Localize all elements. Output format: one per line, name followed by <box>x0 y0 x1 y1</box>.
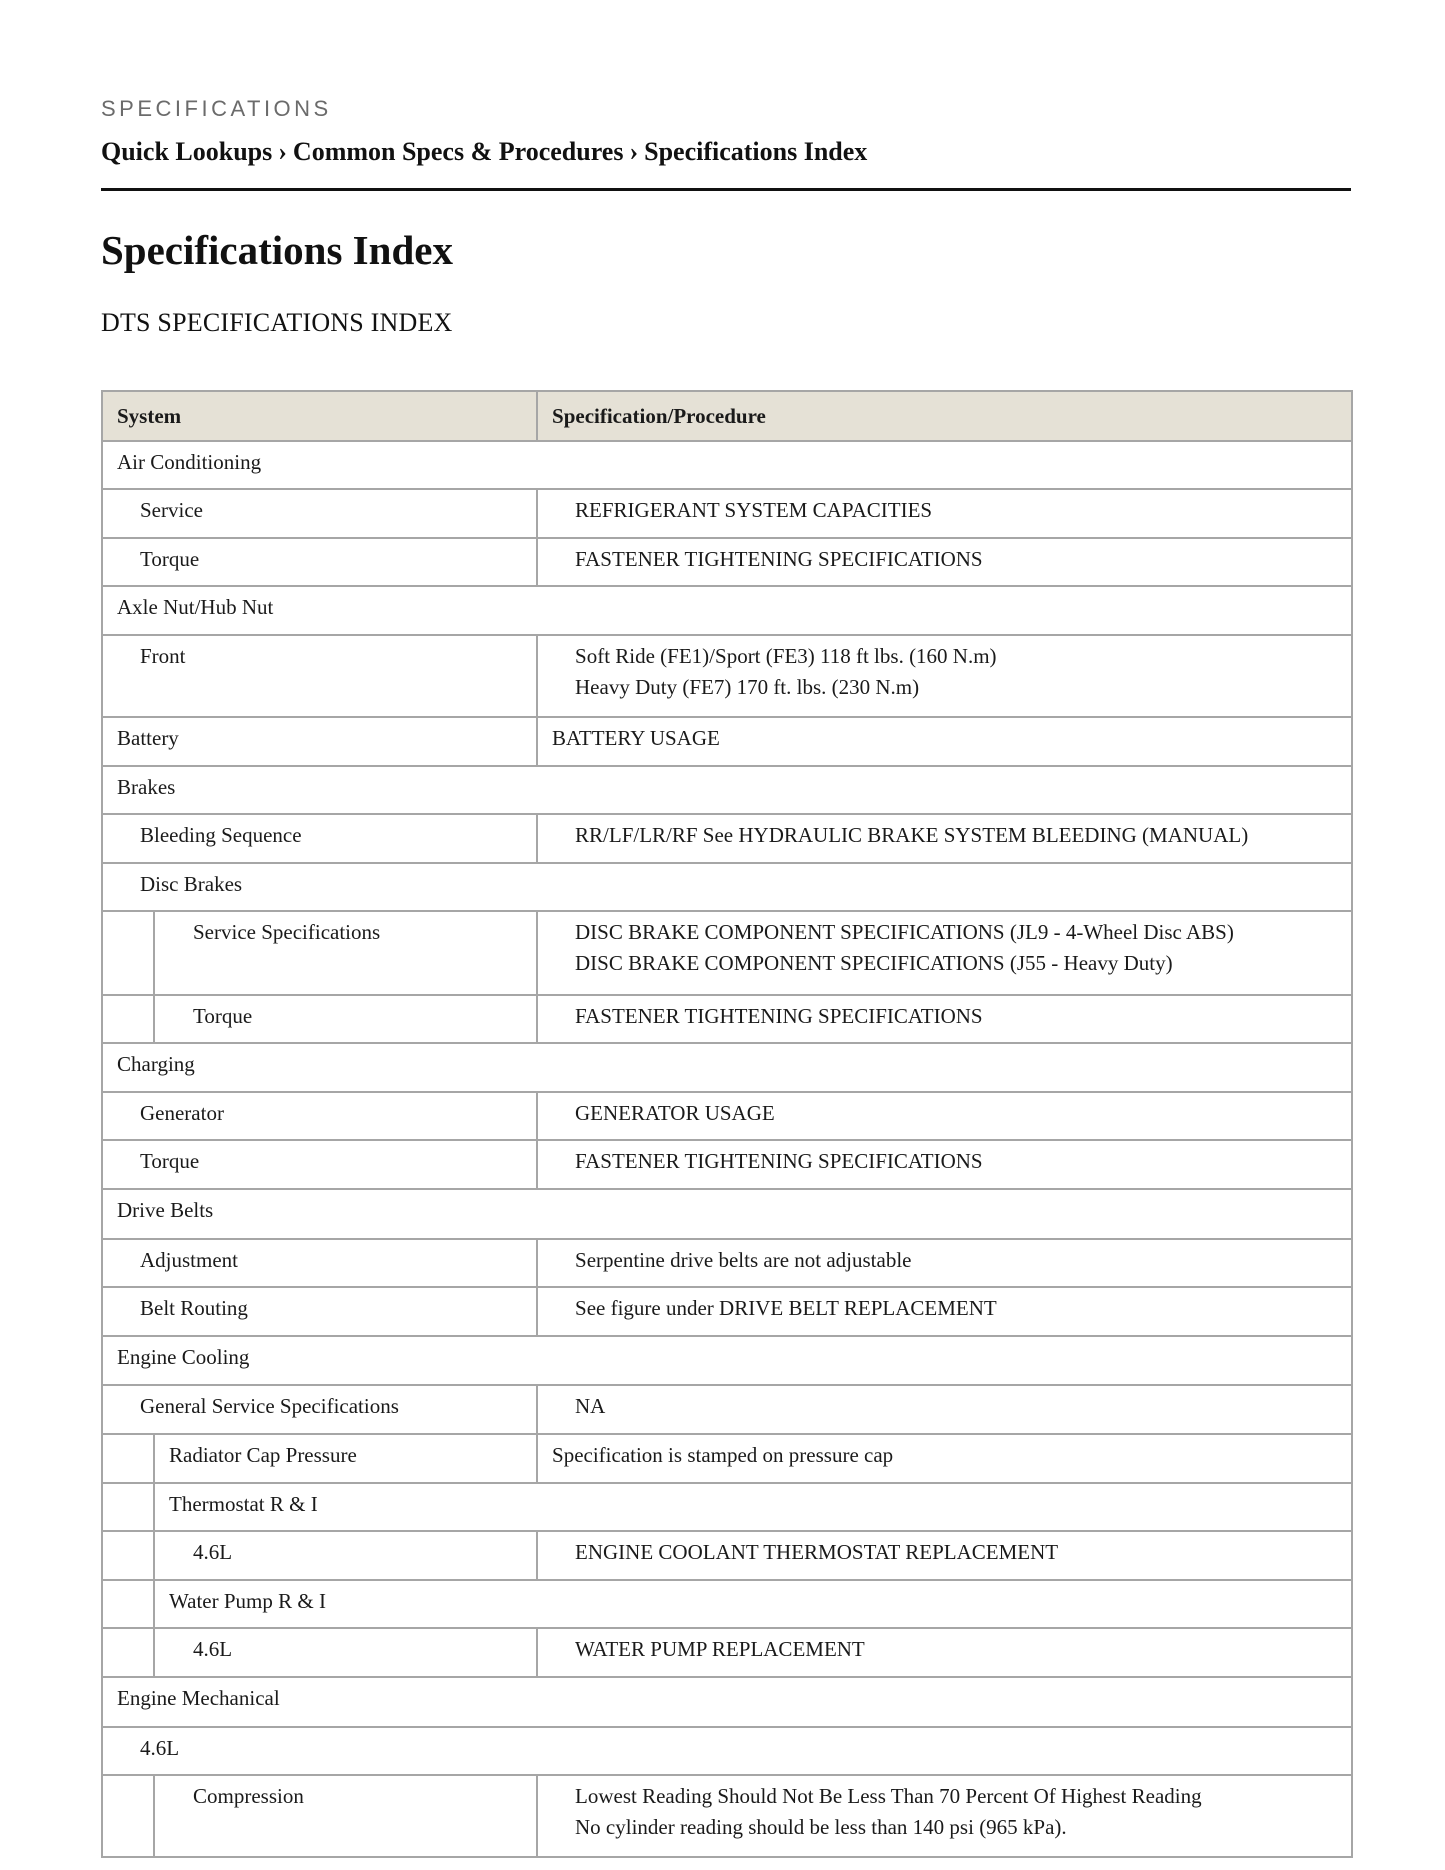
breadcrumb-separator: › <box>278 137 287 166</box>
system-cell: Service Specifications <box>154 911 537 995</box>
table-row <box>102 1434 1352 1483</box>
table-row-group <box>102 766 1352 814</box>
indent-cell <box>102 911 154 995</box>
page-title: Specifications Index <box>101 227 453 273</box>
spec-cell <box>537 1287 1352 1336</box>
spec-text: Specification is stamped on pressure cap <box>552 1443 894 1467</box>
system-cell: Radiator Cap Pressure <box>154 1434 537 1483</box>
system-group-label: Engine Mechanical <box>102 1677 1352 1727</box>
system-cell: Adjustment <box>102 1239 537 1287</box>
table-row <box>102 911 1352 995</box>
column-header-system: System <box>102 391 537 441</box>
column-header-specification: Specification/Procedure <box>537 391 1352 441</box>
specifications-table <box>101 390 1353 1858</box>
system-cell: Front <box>102 635 537 717</box>
spec-cell <box>537 538 1352 586</box>
spec-link[interactable]: GENERATOR USAGE <box>575 1101 775 1125</box>
system-group-label: Brakes <box>102 766 1352 814</box>
table-row <box>102 1580 1352 1628</box>
header-divider <box>101 188 1351 191</box>
system-cell: Generator <box>102 1092 537 1140</box>
indent-cell <box>102 1434 154 1483</box>
spec-link[interactable]: RR/LF/LR/RF See HYDRAULIC BRAKE SYSTEM BLEEDING (MANUAL) <box>575 823 1249 847</box>
spec-cell <box>537 1140 1352 1189</box>
spec-cell <box>537 1239 1352 1287</box>
breadcrumb-item-quick-lookups[interactable]: Quick Lookups <box>101 137 273 166</box>
indent-cell <box>102 995 154 1043</box>
system-cell: Torque <box>102 538 537 586</box>
table-row <box>102 1287 1352 1336</box>
table-row <box>102 995 1352 1043</box>
spec-link[interactable]: DISC BRAKE COMPONENT SPECIFICATIONS (J55 - Heavy Duty) <box>575 951 1173 975</box>
table-row <box>102 1140 1352 1189</box>
breadcrumb-item-common-specs[interactable]: Common Specs & Procedures <box>292 137 624 166</box>
spec-link[interactable]: FASTENER TIGHTENING SPECIFICATIONS <box>575 1149 983 1173</box>
section-label: SPECIFICATIONS <box>101 96 332 121</box>
table-row <box>102 1239 1352 1287</box>
table-row <box>102 538 1352 586</box>
system-group-label: Axle Nut/Hub Nut <box>102 586 1352 635</box>
spec-text: NA <box>575 1394 606 1418</box>
spec-cell <box>537 1385 1352 1434</box>
system-cell: General Service Specifications <box>102 1385 537 1434</box>
table-row <box>102 635 1352 717</box>
system-group-label: Engine Cooling <box>102 1336 1352 1385</box>
system-cell: Battery <box>102 717 537 766</box>
system-group-label: Air Conditioning <box>102 441 1352 489</box>
table-row <box>102 1092 1352 1140</box>
system-subgroup-label: 4.6L <box>102 1727 1352 1775</box>
spec-cell <box>537 717 1352 766</box>
system-subgroup-label: Thermostat R & I <box>154 1483 1352 1531</box>
spec-link[interactable]: WATER PUMP REPLACEMENT <box>575 1637 865 1661</box>
spec-link[interactable]: FASTENER TIGHTENING SPECIFICATIONS <box>575 1004 983 1028</box>
table-row <box>102 489 1352 538</box>
system-cell: Bleeding Sequence <box>102 814 537 863</box>
system-cell: Torque <box>154 995 537 1043</box>
system-cell: 4.6L <box>154 1531 537 1580</box>
spec-cell <box>537 814 1352 863</box>
table-row-group <box>102 1043 1352 1092</box>
breadcrumb-separator: › <box>629 137 639 166</box>
spec-cell <box>537 1628 1352 1677</box>
indent-cell <box>102 1483 154 1531</box>
document-subtitle: DTS SPECIFICATIONS INDEX <box>101 308 453 337</box>
indent-cell <box>102 1628 154 1677</box>
table-row-group <box>102 1727 1352 1775</box>
table-row <box>102 1775 1352 1857</box>
spec-link[interactable]: REFRIGERANT SYSTEM CAPACITIES <box>575 498 933 522</box>
breadcrumb <box>101 137 867 167</box>
table-row-group <box>102 586 1352 635</box>
table-row-group <box>102 863 1352 911</box>
table-row-group <box>102 1336 1352 1385</box>
spec-cell <box>537 1092 1352 1140</box>
spec-link[interactable]: FASTENER TIGHTENING SPECIFICATIONS <box>575 547 983 571</box>
system-cell: Torque <box>102 1140 537 1189</box>
spec-cell <box>537 635 1352 717</box>
spec-cell <box>537 995 1352 1043</box>
table-row <box>102 1628 1352 1677</box>
system-subgroup-label: Disc Brakes <box>102 863 1352 911</box>
table-header-row <box>102 391 1352 441</box>
system-cell: Service <box>102 489 537 538</box>
spec-text: Lowest Reading Should Not Be Less Than 70 Percent Of Highest Reading <box>575 1784 1202 1808</box>
table-row-group <box>102 1677 1352 1727</box>
spec-cell <box>537 1434 1352 1483</box>
table-row <box>102 814 1352 863</box>
spec-link[interactable]: BATTERY USAGE <box>552 726 720 750</box>
spec-link[interactable]: ENGINE COOLANT THERMOSTAT REPLACEMENT <box>575 1540 1059 1564</box>
spec-text: Heavy Duty (FE7) 170 ft. lbs. (230 N.m) <box>575 675 920 699</box>
system-group-label: Charging <box>102 1043 1352 1092</box>
system-subgroup-label: Water Pump R & I <box>154 1580 1352 1628</box>
table-row <box>102 1531 1352 1580</box>
system-group-label: Drive Belts <box>102 1189 1352 1239</box>
indent-cell <box>102 1531 154 1580</box>
table-row-group <box>102 441 1352 489</box>
spec-text: No cylinder reading should be less than 140 psi (965 kPa). <box>575 1815 1067 1839</box>
spec-cell <box>537 911 1352 995</box>
spec-cell <box>537 489 1352 538</box>
spec-link[interactable]: See figure under DRIVE BELT REPLACEMENT <box>575 1296 997 1320</box>
system-cell: 4.6L <box>154 1628 537 1677</box>
spec-cell <box>537 1531 1352 1580</box>
table-row <box>102 717 1352 766</box>
indent-cell <box>102 1580 154 1628</box>
system-cell: Compression <box>154 1775 537 1857</box>
system-cell: Belt Routing <box>102 1287 537 1336</box>
spec-text: Soft Ride (FE1)/Sport (FE3) 118 ft lbs. (160 N.m) <box>575 644 997 668</box>
table-row-group <box>102 1189 1352 1239</box>
table-row <box>102 1483 1352 1531</box>
indent-cell <box>102 1775 154 1857</box>
breadcrumb-item-specifications-index: Specifications Index <box>644 137 868 166</box>
spec-link[interactable]: DISC BRAKE COMPONENT SPECIFICATIONS (JL9 - 4-Wheel Disc ABS) <box>575 920 1234 944</box>
spec-text: Serpentine drive belts are not adjustable <box>575 1248 912 1272</box>
spec-cell <box>537 1775 1352 1857</box>
table-row <box>102 1385 1352 1434</box>
